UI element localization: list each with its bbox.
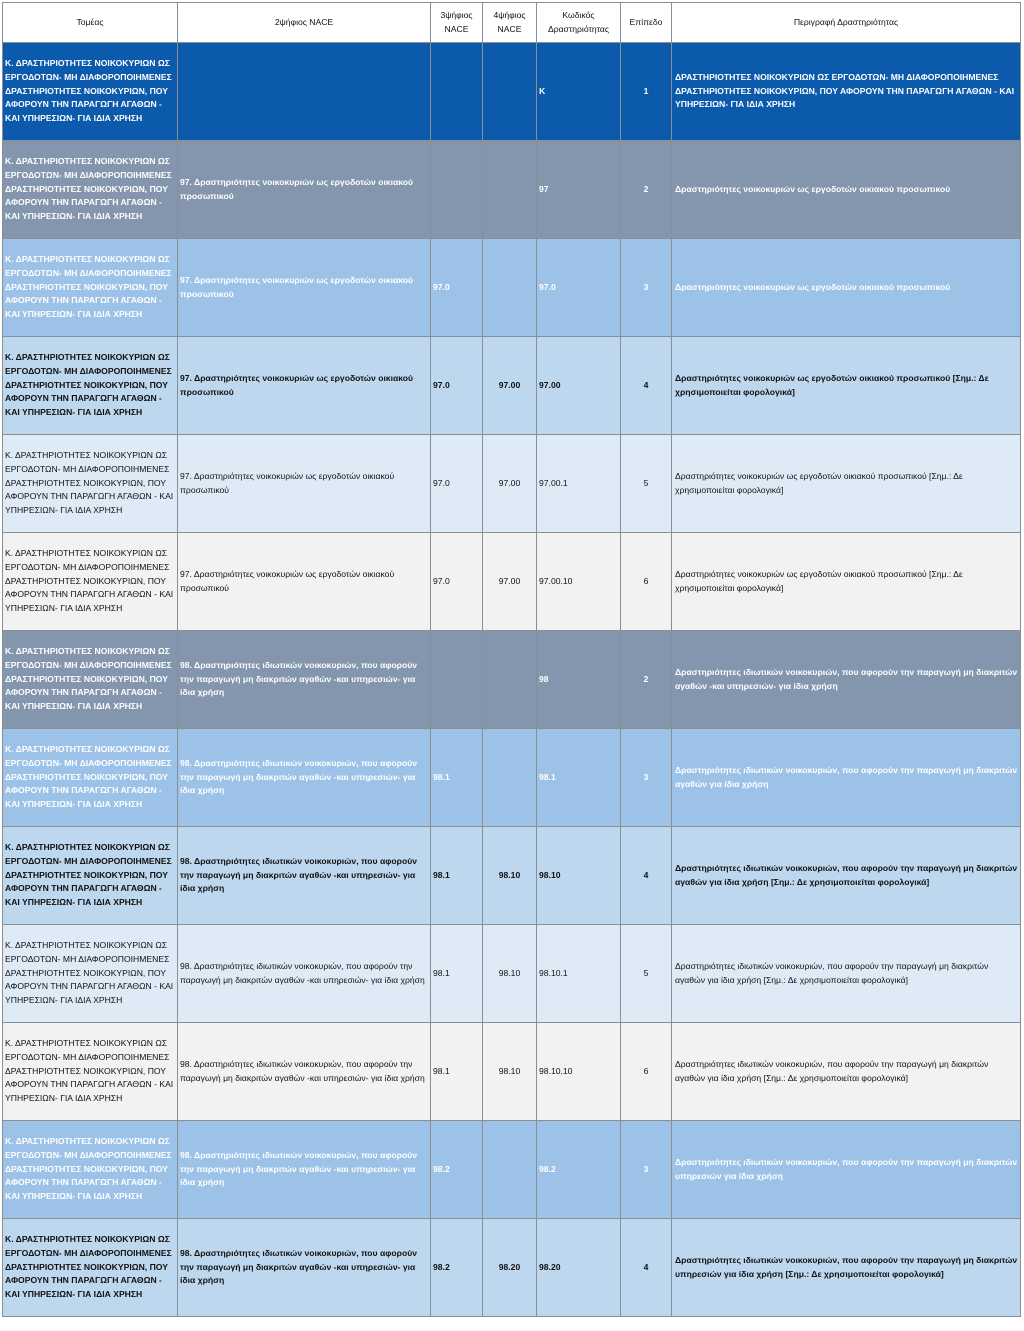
- cell-sector[interactable]: Κ. ΔΡΑΣΤΗΡΙΟΤΗΤΕΣ ΝΟΙΚΟΚΥΡΙΩΝ ΩΣ ΕΡΓΟΔΟΤΩΝ- ΜΗ ΔΙΑΦΟΡΟΠΟΙΗΜΕΝΕΣ ΔΡΑΣΤΗΡΙΟΤΗΤΕΣ ΝΟΙΚΟΚΥΡΙΩΝ, ΠΟΥ ΑΦΟΡΟΥΝ ΤΗΝ ΠΑΡΑΓΩΓΗ ΑΓΑΘΩΝ - ΚΑΙ ΥΠΗΡΕΣΙΩΝ- ΓΙΑ ΙΔΙΑ ΧΡΗΣΗ: [3, 1121, 178, 1219]
- cell-nace2[interactable]: 98. Δραστηριότητες ιδιωτικών νοικοκυριών, που αφορούν την παραγωγή μη διακριτών αγαθών -και υπηρεσιών- για ίδια χρήση: [178, 729, 431, 827]
- cell-level[interactable]: 2: [621, 141, 672, 239]
- cell-level[interactable]: 4: [621, 827, 672, 925]
- table-row: [3, 827, 1021, 925]
- cell-activity-code[interactable]: 98.10.1: [537, 925, 621, 1023]
- cell-description[interactable]: Δραστηριότητες νοικοκυριών ως εργοδοτών οικιακού προσωπικού [Σημ.: Δε χρησιμοποιείται φορολογικά]: [672, 337, 1021, 435]
- cell-activity-code[interactable]: 98.20: [537, 1219, 621, 1317]
- cell-nace3[interactable]: [431, 43, 483, 141]
- cell-nace3[interactable]: 98.1: [431, 729, 483, 827]
- header-row: [3, 3, 1021, 43]
- cell-nace3[interactable]: 98.2: [431, 1219, 483, 1317]
- header-activity-code[interactable]: Κωδικός Δραστηριότητας: [537, 3, 621, 43]
- cell-activity-code[interactable]: Κ: [537, 43, 621, 141]
- table-row: [3, 435, 1021, 533]
- table-row: [3, 1219, 1021, 1317]
- cell-description[interactable]: Δραστηριότητες ιδιωτικών νοικοκυριών, που αφορούν την παραγωγή μη διακριτών αγαθών για ίδια χρήση [Σημ.: Δε χρησιμοποιείται φορολογικά]: [672, 925, 1021, 1023]
- table-row: [3, 337, 1021, 435]
- header-sector[interactable]: Τομέας: [3, 3, 178, 43]
- cell-nace3[interactable]: 98.2: [431, 1121, 483, 1219]
- cell-description[interactable]: Δραστηριότητες νοικοκυριών ως εργοδοτών οικιακού προσωπικού: [672, 141, 1021, 239]
- table-row: [3, 729, 1021, 827]
- cell-nace2[interactable]: [178, 43, 431, 141]
- cell-level[interactable]: 4: [621, 337, 672, 435]
- table-row: [3, 239, 1021, 337]
- nace-activity-table: [2, 2, 1021, 1317]
- cell-level[interactable]: 3: [621, 1121, 672, 1219]
- table-row: [3, 1023, 1021, 1121]
- cell-nace4[interactable]: 97.00: [483, 337, 537, 435]
- cell-nace3[interactable]: 98.1: [431, 827, 483, 925]
- cell-activity-code[interactable]: 97.00: [537, 337, 621, 435]
- cell-description[interactable]: Δραστηριότητες ιδιωτικών νοικοκυριών, που αφορούν την παραγωγή μη διακριτών αγαθών για ίδια χρήση [Σημ.: Δε χρησιμοποιείται φορολογικά]: [672, 1023, 1021, 1121]
- cell-sector[interactable]: Κ. ΔΡΑΣΤΗΡΙΟΤΗΤΕΣ ΝΟΙΚΟΚΥΡΙΩΝ ΩΣ ΕΡΓΟΔΟΤΩΝ- ΜΗ ΔΙΑΦΟΡΟΠΟΙΗΜΕΝΕΣ ΔΡΑΣΤΗΡΙΟΤΗΤΕΣ ΝΟΙΚΟΚΥΡΙΩΝ, ΠΟΥ ΑΦΟΡΟΥΝ ΤΗΝ ΠΑΡΑΓΩΓΗ ΑΓΑΘΩΝ - ΚΑΙ ΥΠΗΡΕΣΙΩΝ- ΓΙΑ ΙΔΙΑ ΧΡΗΣΗ: [3, 435, 178, 533]
- cell-activity-code[interactable]: 97: [537, 141, 621, 239]
- cell-sector[interactable]: Κ. ΔΡΑΣΤΗΡΙΟΤΗΤΕΣ ΝΟΙΚΟΚΥΡΙΩΝ ΩΣ ΕΡΓΟΔΟΤΩΝ- ΜΗ ΔΙΑΦΟΡΟΠΟΙΗΜΕΝΕΣ ΔΡΑΣΤΗΡΙΟΤΗΤΕΣ ΝΟΙΚΟΚΥΡΙΩΝ, ΠΟΥ ΑΦΟΡΟΥΝ ΤΗΝ ΠΑΡΑΓΩΓΗ ΑΓΑΘΩΝ - ΚΑΙ ΥΠΗΡΕΣΙΩΝ- ΓΙΑ ΙΔΙΑ ΧΡΗΣΗ: [3, 631, 178, 729]
- table-row: [3, 141, 1021, 239]
- cell-nace2[interactable]: 98. Δραστηριότητες ιδιωτικών νοικοκυριών, που αφορούν την παραγωγή μη διακριτών αγαθών -και υπηρεσιών- για ίδια χρήση: [178, 631, 431, 729]
- cell-sector[interactable]: Κ. ΔΡΑΣΤΗΡΙΟΤΗΤΕΣ ΝΟΙΚΟΚΥΡΙΩΝ ΩΣ ΕΡΓΟΔΟΤΩΝ- ΜΗ ΔΙΑΦΟΡΟΠΟΙΗΜΕΝΕΣ ΔΡΑΣΤΗΡΙΟΤΗΤΕΣ ΝΟΙΚΟΚΥΡΙΩΝ, ΠΟΥ ΑΦΟΡΟΥΝ ΤΗΝ ΠΑΡΑΓΩΓΗ ΑΓΑΘΩΝ - ΚΑΙ ΥΠΗΡΕΣΙΩΝ- ΓΙΑ ΙΔΙΑ ΧΡΗΣΗ: [3, 827, 178, 925]
- table-body: [3, 43, 1021, 1317]
- cell-nace2[interactable]: 98. Δραστηριότητες ιδιωτικών νοικοκυριών, που αφορούν την παραγωγή μη διακριτών αγαθών -και υπηρεσιών- για ίδια χρήση: [178, 1121, 431, 1219]
- cell-nace3[interactable]: 97.0: [431, 435, 483, 533]
- cell-nace4[interactable]: [483, 43, 537, 141]
- cell-activity-code[interactable]: 98.2: [537, 1121, 621, 1219]
- header-nace4[interactable]: 4ψήφιος NACE: [483, 3, 537, 43]
- cell-nace2[interactable]: 98. Δραστηριότητες ιδιωτικών νοικοκυριών, που αφορούν την παραγωγή μη διακριτών αγαθών -και υπηρεσιών- για ίδια χρήση: [178, 925, 431, 1023]
- cell-nace4[interactable]: 98.10: [483, 827, 537, 925]
- cell-nace2[interactable]: 97. Δραστηριότητες νοικοκυριών ως εργοδοτών οικιακού προσωπικού: [178, 533, 431, 631]
- table-row: [3, 533, 1021, 631]
- cell-sector[interactable]: Κ. ΔΡΑΣΤΗΡΙΟΤΗΤΕΣ ΝΟΙΚΟΚΥΡΙΩΝ ΩΣ ΕΡΓΟΔΟΤΩΝ- ΜΗ ΔΙΑΦΟΡΟΠΟΙΗΜΕΝΕΣ ΔΡΑΣΤΗΡΙΟΤΗΤΕΣ ΝΟΙΚΟΚΥΡΙΩΝ, ΠΟΥ ΑΦΟΡΟΥΝ ΤΗΝ ΠΑΡΑΓΩΓΗ ΑΓΑΘΩΝ - ΚΑΙ ΥΠΗΡΕΣΙΩΝ- ΓΙΑ ΙΔΙΑ ΧΡΗΣΗ: [3, 533, 178, 631]
- cell-description[interactable]: Δραστηριότητες ιδιωτικών νοικοκυριών, που αφορούν την παραγωγή μη διακριτών υπηρεσιών για ίδια χρήση: [672, 1121, 1021, 1219]
- cell-sector[interactable]: Κ. ΔΡΑΣΤΗΡΙΟΤΗΤΕΣ ΝΟΙΚΟΚΥΡΙΩΝ ΩΣ ΕΡΓΟΔΟΤΩΝ- ΜΗ ΔΙΑΦΟΡΟΠΟΙΗΜΕΝΕΣ ΔΡΑΣΤΗΡΙΟΤΗΤΕΣ ΝΟΙΚΟΚΥΡΙΩΝ, ΠΟΥ ΑΦΟΡΟΥΝ ΤΗΝ ΠΑΡΑΓΩΓΗ ΑΓΑΘΩΝ - ΚΑΙ ΥΠΗΡΕΣΙΩΝ- ΓΙΑ ΙΔΙΑ ΧΡΗΣΗ: [3, 337, 178, 435]
- cell-nace4[interactable]: [483, 141, 537, 239]
- cell-nace2[interactable]: 98. Δραστηριότητες ιδιωτικών νοικοκυριών, που αφορούν την παραγωγή μη διακριτών αγαθών -και υπηρεσιών- για ίδια χρήση: [178, 1219, 431, 1317]
- cell-nace4[interactable]: [483, 239, 537, 337]
- cell-nace4[interactable]: [483, 631, 537, 729]
- cell-nace4[interactable]: 98.10: [483, 1023, 537, 1121]
- cell-activity-code[interactable]: 97.00.1: [537, 435, 621, 533]
- cell-nace4[interactable]: [483, 1121, 537, 1219]
- header-description[interactable]: Περιγραφή Δραστηριότητας: [672, 3, 1021, 43]
- cell-nace4[interactable]: 98.10: [483, 925, 537, 1023]
- cell-level[interactable]: 6: [621, 533, 672, 631]
- cell-nace3[interactable]: [431, 631, 483, 729]
- cell-nace3[interactable]: 97.0: [431, 337, 483, 435]
- cell-nace2[interactable]: 97. Δραστηριότητες νοικοκυριών ως εργοδοτών οικιακού προσωπικού: [178, 141, 431, 239]
- header-nace3[interactable]: 3ψήφιος NACE: [431, 3, 483, 43]
- cell-nace4[interactable]: 97.00: [483, 533, 537, 631]
- cell-sector[interactable]: Κ. ΔΡΑΣΤΗΡΙΟΤΗΤΕΣ ΝΟΙΚΟΚΥΡΙΩΝ ΩΣ ΕΡΓΟΔΟΤΩΝ- ΜΗ ΔΙΑΦΟΡΟΠΟΙΗΜΕΝΕΣ ΔΡΑΣΤΗΡΙΟΤΗΤΕΣ ΝΟΙΚΟΚΥΡΙΩΝ, ΠΟΥ ΑΦΟΡΟΥΝ ΤΗΝ ΠΑΡΑΓΩΓΗ ΑΓΑΘΩΝ - ΚΑΙ ΥΠΗΡΕΣΙΩΝ- ΓΙΑ ΙΔΙΑ ΧΡΗΣΗ: [3, 239, 178, 337]
- cell-sector[interactable]: Κ. ΔΡΑΣΤΗΡΙΟΤΗΤΕΣ ΝΟΙΚΟΚΥΡΙΩΝ ΩΣ ΕΡΓΟΔΟΤΩΝ- ΜΗ ΔΙΑΦΟΡΟΠΟΙΗΜΕΝΕΣ ΔΡΑΣΤΗΡΙΟΤΗΤΕΣ ΝΟΙΚΟΚΥΡΙΩΝ, ΠΟΥ ΑΦΟΡΟΥΝ ΤΗΝ ΠΑΡΑΓΩΓΗ ΑΓΑΘΩΝ - ΚΑΙ ΥΠΗΡΕΣΙΩΝ- ΓΙΑ ΙΔΙΑ ΧΡΗΣΗ: [3, 43, 178, 141]
- cell-activity-code[interactable]: 97.0: [537, 239, 621, 337]
- cell-description[interactable]: ΔΡΑΣΤΗΡΙΟΤΗΤΕΣ ΝΟΙΚΟΚΥΡΙΩΝ ΩΣ ΕΡΓΟΔΟΤΩΝ- ΜΗ ΔΙΑΦΟΡΟΠΟΙΗΜΕΝΕΣ ΔΡΑΣΤΗΡΙΟΤΗΤΕΣ ΝΟΙΚΟΚΥΡΙΩΝ, ΠΟΥ ΑΦΟΡΟΥΝ ΤΗΝ ΠΑΡΑΓΩΓΗ ΑΓΑΘΩΝ - ΚΑΙ ΥΠΗΡΕΣΙΩΝ- ΓΙΑ ΙΔΙΑ ΧΡΗΣΗ: [672, 43, 1021, 141]
- cell-level[interactable]: 1: [621, 43, 672, 141]
- cell-level[interactable]: 6: [621, 1023, 672, 1121]
- table-row: [3, 1121, 1021, 1219]
- cell-level[interactable]: 3: [621, 729, 672, 827]
- header-level[interactable]: Επίπεδο: [621, 3, 672, 43]
- cell-activity-code[interactable]: 98.1: [537, 729, 621, 827]
- cell-activity-code[interactable]: 98.10: [537, 827, 621, 925]
- cell-nace3[interactable]: 98.1: [431, 925, 483, 1023]
- cell-description[interactable]: Δραστηριότητες νοικοκυριών ως εργοδοτών οικιακού προσωπικού [Σημ.: Δε χρησιμοποιείται φορολογικά]: [672, 533, 1021, 631]
- cell-nace3[interactable]: 97.0: [431, 533, 483, 631]
- cell-description[interactable]: Δραστηριότητες ιδιωτικών νοικοκυριών, που αφορούν την παραγωγή μη διακριτών αγαθών για ίδια χρήση [Σημ.: Δε χρησιμοποιείται φορολογικά]: [672, 827, 1021, 925]
- cell-sector[interactable]: Κ. ΔΡΑΣΤΗΡΙΟΤΗΤΕΣ ΝΟΙΚΟΚΥΡΙΩΝ ΩΣ ΕΡΓΟΔΟΤΩΝ- ΜΗ ΔΙΑΦΟΡΟΠΟΙΗΜΕΝΕΣ ΔΡΑΣΤΗΡΙΟΤΗΤΕΣ ΝΟΙΚΟΚΥΡΙΩΝ, ΠΟΥ ΑΦΟΡΟΥΝ ΤΗΝ ΠΑΡΑΓΩΓΗ ΑΓΑΘΩΝ - ΚΑΙ ΥΠΗΡΕΣΙΩΝ- ΓΙΑ ΙΔΙΑ ΧΡΗΣΗ: [3, 141, 178, 239]
- cell-description[interactable]: Δραστηριότητες ιδιωτικών νοικοκυριών, που αφορούν την παραγωγή μη διακριτών αγαθών -και υπηρεσιών- για ίδια χρήση: [672, 631, 1021, 729]
- cell-nace3[interactable]: 98.1: [431, 1023, 483, 1121]
- cell-sector[interactable]: Κ. ΔΡΑΣΤΗΡΙΟΤΗΤΕΣ ΝΟΙΚΟΚΥΡΙΩΝ ΩΣ ΕΡΓΟΔΟΤΩΝ- ΜΗ ΔΙΑΦΟΡΟΠΟΙΗΜΕΝΕΣ ΔΡΑΣΤΗΡΙΟΤΗΤΕΣ ΝΟΙΚΟΚΥΡΙΩΝ, ΠΟΥ ΑΦΟΡΟΥΝ ΤΗΝ ΠΑΡΑΓΩΓΗ ΑΓΑΘΩΝ - ΚΑΙ ΥΠΗΡΕΣΙΩΝ- ΓΙΑ ΙΔΙΑ ΧΡΗΣΗ: [3, 729, 178, 827]
- header-nace2[interactable]: 2ψήφιος NACE: [178, 3, 431, 43]
- cell-nace2[interactable]: 98. Δραστηριότητες ιδιωτικών νοικοκυριών, που αφορούν την παραγωγή μη διακριτών αγαθών -και υπηρεσιών- για ίδια χρήση: [178, 827, 431, 925]
- cell-level[interactable]: 2: [621, 631, 672, 729]
- cell-description[interactable]: Δραστηριότητες ιδιωτικών νοικοκυριών, που αφορούν την παραγωγή μη διακριτών υπηρεσιών για ίδια χρήση [Σημ.: Δε χρησιμοποιείται φορολογικά]: [672, 1219, 1021, 1317]
- cell-nace2[interactable]: 97. Δραστηριότητες νοικοκυριών ως εργοδοτών οικιακού προσωπικού: [178, 435, 431, 533]
- cell-nace2[interactable]: 97. Δραστηριότητες νοικοκυριών ως εργοδοτών οικιακού προσωπικού: [178, 337, 431, 435]
- cell-activity-code[interactable]: 97.00.10: [537, 533, 621, 631]
- cell-nace3[interactable]: [431, 141, 483, 239]
- table-row: [3, 925, 1021, 1023]
- table-row: [3, 43, 1021, 141]
- cell-level[interactable]: 5: [621, 435, 672, 533]
- cell-nace2[interactable]: 98. Δραστηριότητες ιδιωτικών νοικοκυριών, που αφορούν την παραγωγή μη διακριτών αγαθών -και υπηρεσιών- για ίδια χρήση: [178, 1023, 431, 1121]
- cell-sector[interactable]: Κ. ΔΡΑΣΤΗΡΙΟΤΗΤΕΣ ΝΟΙΚΟΚΥΡΙΩΝ ΩΣ ΕΡΓΟΔΟΤΩΝ- ΜΗ ΔΙΑΦΟΡΟΠΟΙΗΜΕΝΕΣ ΔΡΑΣΤΗΡΙΟΤΗΤΕΣ ΝΟΙΚΟΚΥΡΙΩΝ, ΠΟΥ ΑΦΟΡΟΥΝ ΤΗΝ ΠΑΡΑΓΩΓΗ ΑΓΑΘΩΝ - ΚΑΙ ΥΠΗΡΕΣΙΩΝ- ΓΙΑ ΙΔΙΑ ΧΡΗΣΗ: [3, 925, 178, 1023]
- table-row: [3, 631, 1021, 729]
- cell-nace2[interactable]: 97. Δραστηριότητες νοικοκυριών ως εργοδοτών οικιακού προσωπικού: [178, 239, 431, 337]
- cell-level[interactable]: 3: [621, 239, 672, 337]
- cell-level[interactable]: 4: [621, 1219, 672, 1317]
- cell-nace4[interactable]: 98.20: [483, 1219, 537, 1317]
- cell-description[interactable]: Δραστηριότητες ιδιωτικών νοικοκυριών, που αφορούν την παραγωγή μη διακριτών αγαθών για ίδια χρήση: [672, 729, 1021, 827]
- cell-sector[interactable]: Κ. ΔΡΑΣΤΗΡΙΟΤΗΤΕΣ ΝΟΙΚΟΚΥΡΙΩΝ ΩΣ ΕΡΓΟΔΟΤΩΝ- ΜΗ ΔΙΑΦΟΡΟΠΟΙΗΜΕΝΕΣ ΔΡΑΣΤΗΡΙΟΤΗΤΕΣ ΝΟΙΚΟΚΥΡΙΩΝ, ΠΟΥ ΑΦΟΡΟΥΝ ΤΗΝ ΠΑΡΑΓΩΓΗ ΑΓΑΘΩΝ - ΚΑΙ ΥΠΗΡΕΣΙΩΝ- ΓΙΑ ΙΔΙΑ ΧΡΗΣΗ: [3, 1219, 178, 1317]
- cell-nace4[interactable]: 97.00: [483, 435, 537, 533]
- cell-sector[interactable]: Κ. ΔΡΑΣΤΗΡΙΟΤΗΤΕΣ ΝΟΙΚΟΚΥΡΙΩΝ ΩΣ ΕΡΓΟΔΟΤΩΝ- ΜΗ ΔΙΑΦΟΡΟΠΟΙΗΜΕΝΕΣ ΔΡΑΣΤΗΡΙΟΤΗΤΕΣ ΝΟΙΚΟΚΥΡΙΩΝ, ΠΟΥ ΑΦΟΡΟΥΝ ΤΗΝ ΠΑΡΑΓΩΓΗ ΑΓΑΘΩΝ - ΚΑΙ ΥΠΗΡΕΣΙΩΝ- ΓΙΑ ΙΔΙΑ ΧΡΗΣΗ: [3, 1023, 178, 1121]
- cell-description[interactable]: Δραστηριότητες νοικοκυριών ως εργοδοτών οικιακού προσωπικού [Σημ.: Δε χρησιμοποιείται φορολογικά]: [672, 435, 1021, 533]
- cell-activity-code[interactable]: 98.10.10: [537, 1023, 621, 1121]
- cell-description[interactable]: Δραστηριότητες νοικοκυριών ως εργοδοτών οικιακού προσωπικού: [672, 239, 1021, 337]
- cell-nace3[interactable]: 97.0: [431, 239, 483, 337]
- cell-level[interactable]: 5: [621, 925, 672, 1023]
- cell-activity-code[interactable]: 98: [537, 631, 621, 729]
- cell-nace4[interactable]: [483, 729, 537, 827]
